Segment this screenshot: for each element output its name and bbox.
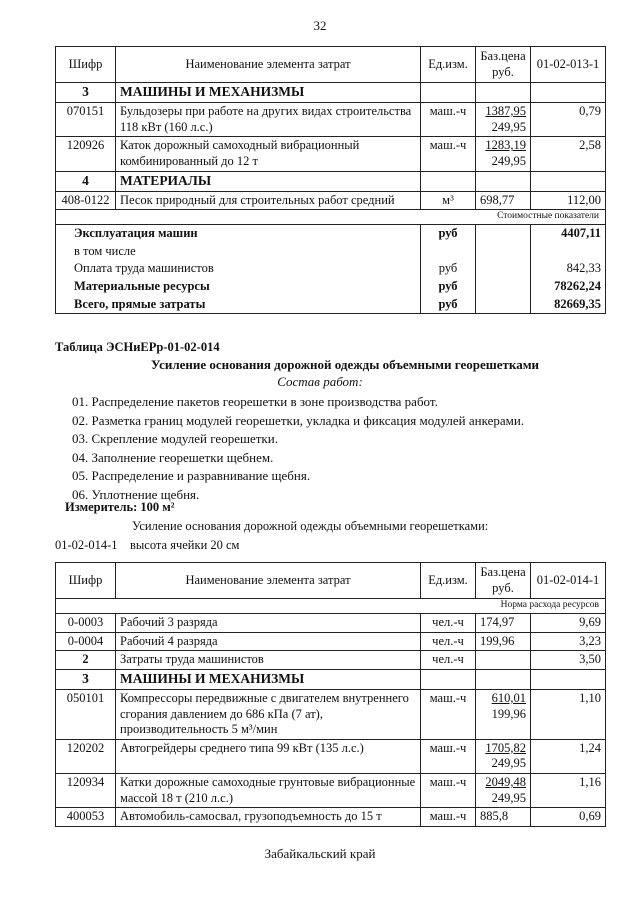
norm-value: 0,79 [531, 103, 606, 137]
base-price: 1283,19 [485, 138, 526, 153]
col-header-unit: Ед.изм. [421, 47, 476, 83]
summary-row [56, 225, 606, 243]
work-item: 04. Заполнение георешетки щебнем. [72, 449, 274, 465]
summary-row [56, 278, 606, 296]
norm-value: 3,50 [531, 651, 606, 670]
base-price-cell [476, 614, 531, 633]
unit-cell [421, 83, 476, 103]
composition-title: Состав работ: [277, 374, 363, 389]
base-price: 698,77 [480, 192, 515, 207]
norm-value: 9,69 [531, 614, 606, 633]
section-name: МАШИНЫ И МЕХАНИЗМЫ [116, 670, 421, 690]
base-price: 174,97 [480, 615, 515, 630]
section-code: 3 [56, 670, 116, 690]
footer: Забайкальский край [264, 846, 376, 861]
resource-code: 0-0003 [56, 614, 116, 633]
table-row [56, 689, 606, 739]
base-price-wage: 249,95 [491, 119, 526, 134]
price-cell [476, 83, 531, 103]
col-header-resource-code: 01-02-014-1 [531, 563, 606, 599]
section-name: МАШИНЫ И МЕХАНИЗМЫ [116, 83, 421, 103]
price-cell [476, 171, 531, 191]
section-row [56, 83, 606, 103]
norm-value: 112,00 [531, 191, 606, 210]
section-row [56, 670, 606, 690]
summary-unit: руб [421, 225, 476, 243]
value-cell [531, 83, 606, 103]
resource-code: 120934 [56, 774, 116, 808]
summary-unit: руб [421, 296, 476, 314]
base-price-wage: 249,95 [491, 154, 526, 168]
resource-table-2 [55, 562, 606, 827]
item-description: высота ячейки 20 см [130, 538, 240, 552]
unit: чел.-ч [421, 651, 476, 670]
summary-name: Материальные ресурсы [56, 278, 421, 296]
resource-name: Рабочий 3 разряда [116, 614, 421, 633]
section-code: 4 [56, 171, 116, 191]
work-item: 06. Уплотнение щебня. [72, 486, 200, 502]
col-header-code: Шифр [56, 47, 116, 83]
resource-name: Автомобиль-самосвал, грузоподъемность до 15 т [116, 808, 421, 827]
work-item: 01. Распределение пакетов георешетки в зоне производства работ. [72, 394, 438, 409]
summary-row [56, 260, 606, 278]
base-price: 1387,95 [485, 104, 526, 119]
norm-label: Норма расхода ресурсов [56, 599, 606, 614]
value-cell [531, 670, 606, 690]
table-title: Таблица ЭСНиЕРр-01-02-014 [55, 340, 220, 354]
col-header-price: Баз.цена руб. [476, 47, 531, 83]
summary-unit [421, 243, 476, 261]
base-price-cell [476, 739, 531, 773]
summary-value: 842,33 [531, 260, 606, 278]
summary-price [476, 260, 531, 278]
summary-price [476, 243, 531, 261]
summary-price [476, 225, 531, 243]
base-price-cell [476, 137, 531, 171]
unit: маш.-ч [421, 739, 476, 773]
norm-value: 0,69 [531, 808, 606, 827]
resource-code: 2 [56, 651, 116, 670]
section-name: МАТЕРИАЛЫ [116, 171, 421, 191]
base-price-wage: 249,95 [491, 790, 526, 805]
base-price-wage: 249,95 [491, 756, 526, 771]
resource-code: 050101 [56, 689, 116, 739]
resource-code: 400053 [56, 808, 116, 827]
unit: чел.-ч [421, 614, 476, 633]
base-price-wage: 199,96 [491, 706, 526, 721]
price-cell [476, 670, 531, 690]
table-row [56, 103, 606, 137]
unit-cell [421, 670, 476, 690]
resource-code: 070151 [56, 103, 116, 137]
measure: Измеритель: 100 м² [65, 500, 175, 514]
cost-indicators-row [56, 210, 606, 225]
col-header-name: Наименование элемента затрат [116, 563, 421, 599]
resource-code: 408-0122 [56, 191, 116, 210]
base-price: 1705,82 [485, 740, 526, 755]
unit: маш.-ч [421, 103, 476, 137]
summary-name: Оплата труда машинистов [56, 260, 421, 278]
work-item: 05. Распределение и разравнивание щебня. [72, 468, 311, 483]
col-header-unit: Ед.изм. [421, 563, 476, 599]
table-row [56, 137, 606, 171]
summary-name: в том числе [56, 243, 421, 261]
subtitle: Усиление основания дорожной одежды объемными георешетками: [132, 519, 489, 533]
base-price-cell [476, 191, 531, 210]
cost-indicators-label: Стоимостные показатели [56, 210, 606, 225]
base-price-cell [476, 774, 531, 808]
table-row [56, 739, 606, 773]
work-item: 02. Разметка границ модулей георешетки, укладка и фиксация модулей анкерами. [72, 412, 525, 428]
resource-name: Каток дорожный самоходный вибрационный комбинированный до 12 т [116, 137, 421, 171]
section-code: 3 [56, 83, 116, 103]
resource-name: Автогрейдеры среднего типа 99 кВт (135 л.с.) [116, 739, 421, 773]
section-row [56, 171, 606, 191]
page-number: 32 [313, 18, 327, 33]
resource-name: Катки дорожные самоходные грунтовые вибрационные массой 18 т (210 л.с.) [116, 774, 421, 808]
col-header-name: Наименование элемента затрат [116, 47, 421, 83]
resource-name: Песок природный для строительных работ средний [116, 191, 421, 210]
value-cell [531, 171, 606, 191]
resource-name: Компрессоры передвижные с двигателем внутреннего сгорания давлением до 686 кПа (7 ат), производительность 5 м³/мин [116, 689, 421, 739]
summary-unit: руб [421, 260, 476, 278]
unit: маш.-ч [421, 689, 476, 739]
norm-value: 1,16 [531, 774, 606, 808]
summary-price [476, 278, 531, 296]
table-row [56, 614, 606, 633]
col-header-price: Баз.цена руб. [476, 563, 531, 599]
summary-price [476, 296, 531, 314]
summary-unit: руб [421, 278, 476, 296]
base-price: 885,8 [480, 809, 509, 824]
summary-name: Эксплуатация машин [56, 225, 421, 243]
resource-name: Затраты труда машинистов [116, 651, 421, 670]
resource-name: Бульдозеры при работе на других видах строительства 118 кВт (160 л.с.) [116, 103, 421, 137]
resource-code: 120202 [56, 739, 116, 773]
resource-code: 120926 [56, 137, 116, 171]
summary-name: Всего, прямые затраты [56, 296, 421, 314]
item-code: 01-02-014-1 [55, 538, 118, 552]
table-row [56, 632, 606, 651]
table-row [56, 808, 606, 827]
base-price-cell [476, 651, 531, 670]
base-price: 610,01 [491, 690, 526, 705]
unit: маш.-ч [421, 808, 476, 827]
norm-value: 3,23 [531, 632, 606, 651]
base-price: 2049,48 [485, 775, 526, 789]
table-row [56, 774, 606, 808]
col-header-code: Шифр [56, 563, 116, 599]
resource-code: 0-0004 [56, 632, 116, 651]
unit-cell [421, 171, 476, 191]
unit: маш.-ч [421, 774, 476, 808]
resource-table-1 [55, 46, 606, 314]
summary-value: 4407,11 [531, 225, 606, 243]
norm-value: 2,58 [531, 137, 606, 171]
unit: маш.-ч [421, 137, 476, 171]
base-price-cell [476, 632, 531, 651]
summary-value: 78262,24 [531, 278, 606, 296]
base-price-cell [476, 689, 531, 739]
col-header-resource-code: 01-02-013-1 [531, 47, 606, 83]
work-item: 03. Скрепление модулей георешетки. [72, 431, 278, 446]
norm-value: 1,24 [531, 739, 606, 773]
base-price-cell [476, 808, 531, 827]
norm-value: 1,10 [531, 689, 606, 739]
base-price-cell [476, 103, 531, 137]
norm-label-row [56, 599, 606, 614]
unit: чел.-ч [421, 632, 476, 651]
summary-row [56, 243, 606, 261]
table-row [56, 651, 606, 670]
table-row [56, 191, 606, 210]
summary-row [56, 296, 606, 314]
summary-value: 82669,35 [531, 296, 606, 314]
base-price: 199,96 [480, 633, 515, 648]
unit: м³ [421, 191, 476, 210]
resource-name: Рабочий 4 разряда [116, 632, 421, 651]
summary-value [531, 243, 606, 261]
section-heading: Усиление основания дорожной одежды объемными георешетками [150, 357, 540, 372]
